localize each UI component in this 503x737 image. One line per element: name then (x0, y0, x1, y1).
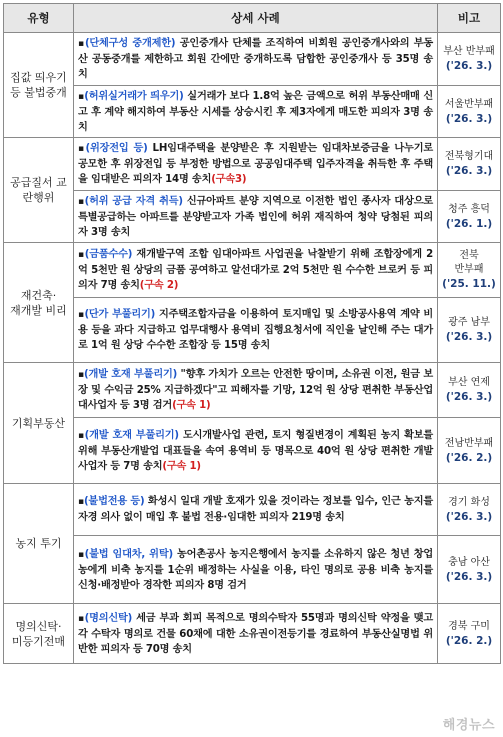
type-cell: 명의신탁· 미등기전매 (4, 604, 74, 664)
ref-location: 전북 반부패 (454, 250, 484, 275)
case-text: LH임대주택을 분양받은 후 지원받는 임대차보증금을 나누기로 공모한 후 위장전입 등 부정한 방법으로 공공임대주택 입주자격을 취득한 후 주택을 임대받은 피의자 14명 송치 (78, 143, 433, 185)
table-row (4, 536, 501, 604)
ref-cell (438, 86, 501, 138)
header-row (4, 4, 501, 33)
bullet-icon: ▪ (78, 250, 85, 260)
case-text: 세금 부과 회피 목적으로 명의수탁자 55명과 명의신탁 약정을 맺고 각 수탁자 명의로 건물 60채에 대한 소유권이전등기를 경료하여 부동산실명법 위반한 피의자 등 70명 송치 (78, 612, 433, 655)
table-row (4, 86, 501, 138)
bullet-icon: ▪ (78, 430, 85, 441)
ref-cell (438, 604, 501, 664)
ref-date: ('26. 3.) (445, 165, 493, 177)
case-text: "향후 가치가 오르는 안전한 땅이며, 소유권 이전, 원금 보장 및 수익금 25% 지급하겠다"고 피해자를 기망, 12억 원 상당 편취한 부동산업대사업자 등 3명 검거 (78, 369, 433, 411)
detail-cell (74, 243, 438, 298)
ref-date: ('26. 3.) (445, 331, 493, 343)
type-cell: 기획부동산 (4, 363, 74, 484)
header-ref: 비고 (438, 4, 501, 33)
detail-cell (74, 298, 438, 363)
detail-cell (74, 604, 438, 664)
table-row (4, 243, 501, 298)
bullet-icon: ▪ (78, 497, 84, 507)
ref-cell (438, 298, 501, 363)
table-row (4, 33, 501, 86)
table-row (4, 138, 501, 191)
detail-cell (74, 191, 438, 243)
case-text: 화성시 일대 개발 호재가 있을 것이라는 정보를 입수, 인근 농지를 자경 의사 없이 매입 후 불법 전용·임대한 피의자 219명 송치 (78, 496, 433, 523)
case-category: (개발 호재 부풀리기) (84, 369, 178, 380)
ref-cell (438, 191, 501, 243)
detail-cell (74, 138, 438, 191)
table-row (4, 363, 501, 418)
ref-date: ('26. 2.) (445, 634, 493, 647)
ref-location: 전남반부패 (444, 437, 494, 449)
case-category: (단체구성 중개제한) (84, 38, 176, 49)
ref-date: ('26. 1.) (445, 217, 493, 230)
detail-cell (74, 363, 438, 418)
ref-location: 서울반부패 (444, 98, 494, 110)
case-category: (명의신탁) (84, 612, 133, 624)
type-cell: 농지 투기 (4, 484, 74, 604)
ref-date: ('26. 2.) (445, 451, 493, 464)
case-category: (개발 호재 부풀리기) (84, 429, 179, 441)
ref-cell (438, 418, 501, 484)
case-table (3, 3, 501, 664)
type-cell: 공급질서 교 란행위 (4, 138, 74, 243)
ref-location: 경기 화성 (448, 496, 490, 508)
bullet-icon: ▪ (78, 39, 85, 49)
ref-cell (438, 138, 501, 191)
case-category: (금품수수) (84, 249, 133, 260)
detail-cell (74, 536, 438, 604)
bullet-icon: ▪ (78, 613, 85, 624)
ref-date: ('26. 3.) (445, 570, 493, 583)
case-text: 실거래가 보다 1.8억 높은 금액으로 허위 부동산매매 신고 후 계약 해지하여 부동산 시세를 상승시킨 후 제3자에게 매도한 피의자 3명 송치 (78, 90, 434, 133)
type-cell: 재건축· 재개발 비리 (4, 243, 74, 363)
bullet-icon: ▪ (78, 310, 85, 320)
arrest-note: (구속 1) (162, 460, 201, 472)
ref-location: 청주 흥덕 (448, 203, 490, 215)
case-text: 지주택조합자금을 이용하여 토지매입 및 소방공사용역 계약 비용 등을 과다 지급하고 업무대행사 용역비 집행요청서에 직인을 날인해 주는 대가로 1억 원 상당 수수한 조합장 등 15명 송치 (78, 309, 434, 351)
ref-cell (438, 33, 501, 86)
table-row (4, 484, 501, 536)
arrest-note: (구속3) (211, 174, 247, 185)
case-text: 도시개발사업 관련, 토지 형질변경이 계획된 농지 확보를 위해 부동산개발업 대표들을 속여 용역비 등 명목으로 40억 원 상당 편취한 개발사업자 등 7명 송치 (78, 429, 434, 472)
ref-location: 부산 연제 (448, 377, 490, 388)
ref-location: 경북 구미 (448, 620, 490, 632)
ref-location: 부산 반부패 (443, 46, 495, 57)
table-row (4, 418, 501, 484)
bullet-icon: ▪ (78, 144, 86, 154)
bullet-icon: ▪ (78, 549, 85, 560)
ref-cell (438, 363, 501, 418)
case-category: (위장전입 등) (85, 143, 148, 154)
table-row (4, 604, 501, 664)
header-detail: 상세 사례 (74, 4, 438, 33)
ref-location: 광주 남부 (448, 317, 490, 328)
bullet-icon: ▪ (78, 370, 85, 380)
ref-cell (438, 484, 501, 536)
case-text: 농어촌공사 농지은행에서 농지를 소유하지 않은 청년 창업농에게 비축 농지를 1순위 배정하는 사실을 이용, 타인 명의로 공용 비축 농지를 신청·배정받아 경작한 피의자 8명 검거 (78, 548, 434, 591)
detail-cell (74, 418, 438, 484)
detail-cell (74, 484, 438, 536)
ref-date: ('25. 11.) (442, 278, 496, 290)
ref-location: 전북형기대 (444, 151, 494, 162)
ref-location: 충남 아산 (448, 556, 490, 568)
case-text: 공인중개사 단체를 조직하여 비회원 공인중개사와의 부동산 공동중개를 제한하고 회원 간에만 중개하도록 담합한 공인중개사 등 35명 송치 (78, 38, 434, 80)
table-body (4, 33, 501, 664)
ref-cell (438, 536, 501, 604)
ref-date: ('26. 3.) (445, 391, 493, 403)
case-category: (불법 임대차, 위탁) (84, 548, 173, 560)
case-text: 신규아파트 분양 지역으로 이전한 법인 종사자 대상으로 특별공급하는 아파트를 분양받고자 가족 법인에 허위 재직하여 청약 당첨된 피의자 3명 송치 (78, 195, 433, 238)
bullet-icon: ▪ (78, 91, 85, 102)
bullet-icon: ▪ (78, 196, 85, 207)
case-category: (허위실거래가 띄우기) (84, 90, 184, 102)
ref-date: ('26. 3.) (445, 60, 493, 72)
table-row (4, 191, 501, 243)
type-cell: 집값 띄우기 등 불법중개 (4, 33, 74, 138)
ref-date: ('26. 3.) (445, 112, 493, 125)
case-text: 재개발구역 조합 임대아파트 사업권을 낙찰받기 위해 조합장에게 2억 5천만 원 상당의 금품 공여하고 알선대가로 2억 5천만 원 수수한 브로커 등 피의자 7명 송치 (78, 249, 433, 291)
watermark: 해경뉴스 (442, 718, 495, 733)
arrest-note: (구속 2) (139, 280, 179, 291)
detail-cell (74, 86, 438, 138)
case-category: (불법전용 등) (83, 496, 145, 507)
ref-date: ('26. 3.) (445, 510, 493, 523)
case-category: (허위 공급 자격 취득) (84, 195, 183, 207)
arrest-note: (구속 1) (172, 400, 211, 411)
ref-cell (438, 243, 501, 298)
detail-cell (74, 33, 438, 86)
table-row (4, 298, 501, 363)
case-category: (단가 부풀리기) (84, 309, 156, 320)
header-type: 유형 (4, 4, 74, 33)
